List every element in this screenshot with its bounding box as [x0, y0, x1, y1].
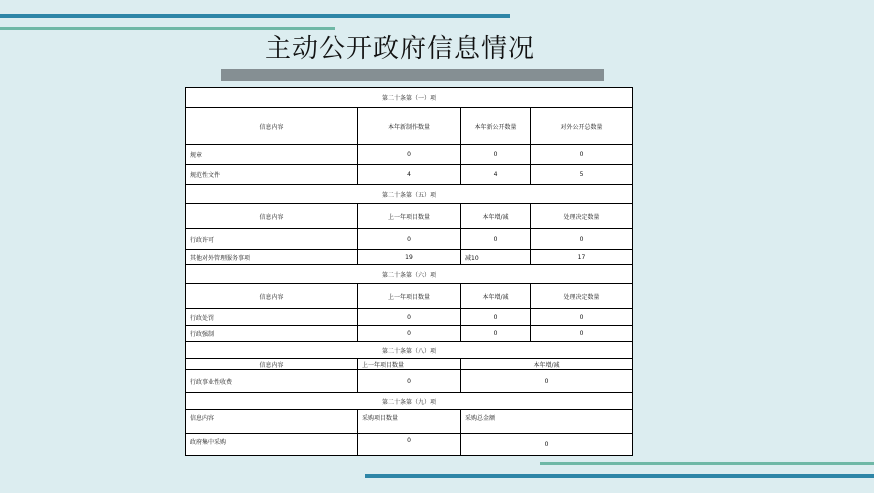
section-heading-row [186, 264, 632, 283]
section-heading: 第二十条第（八）项 [381, 347, 436, 355]
row-value: 17 [530, 250, 632, 264]
row-label: 行政处罚 [190, 314, 215, 322]
header-cell: 信息内容 [190, 415, 215, 422]
title-underline-bar [221, 69, 604, 81]
section-heading-row [186, 341, 632, 358]
header-cell: 信息内容 [259, 361, 284, 369]
row-value: 减10 [460, 250, 530, 264]
row-value: 0 [357, 229, 460, 249]
bottom-teal-bar [540, 462, 874, 465]
table-row [186, 433, 632, 455]
disclosure-table [185, 87, 633, 456]
table-row [186, 369, 632, 392]
row-label: 其他对外管理服务事项 [190, 254, 251, 262]
row-value: 0 [530, 145, 632, 164]
row-value: 0 [530, 229, 632, 249]
row-value: 5 [530, 165, 632, 184]
table-row [186, 228, 632, 249]
row-value: 4 [460, 165, 530, 184]
header-cell: 信息内容 [259, 293, 284, 301]
header-cell: 对外公开总数量 [530, 108, 632, 144]
row-value: 0 [357, 370, 460, 392]
row-value: 0 [357, 145, 460, 164]
row-label: 行政强制 [190, 331, 215, 338]
section-heading: 第二十条第（九）项 [381, 398, 436, 406]
header-cell: 信息内容 [259, 123, 284, 131]
row-value: 0 [530, 309, 632, 325]
header-row [186, 107, 632, 144]
header-cell: 采购总金额 [460, 410, 632, 433]
table-row [186, 164, 632, 184]
header-cell: 上一年项目数量 [357, 284, 460, 308]
bottom-blue-bar [365, 474, 874, 478]
section-heading-row [186, 184, 632, 203]
row-label: 行政许可 [190, 236, 215, 244]
row-value: 0 [460, 370, 632, 392]
row-label: 政府集中采购 [190, 439, 227, 446]
header-cell: 本年新公开数量 [460, 108, 530, 144]
row-value: 0 [357, 326, 460, 341]
header-cell: 上一年项目数量 [357, 359, 460, 369]
row-value: 4 [357, 165, 460, 184]
table-row [186, 249, 632, 264]
row-value: 0 [357, 309, 460, 325]
header-cell: 本年新制作数量 [357, 108, 460, 144]
row-value: 0 [460, 309, 530, 325]
header-cell: 信息内容 [259, 213, 284, 221]
section-heading-row [186, 392, 632, 409]
section-heading: 第二十条第（六）项 [381, 271, 436, 279]
header-row [186, 283, 632, 308]
section-heading-row [186, 88, 632, 107]
header-cell: 上一年项目数量 [357, 204, 460, 228]
row-value: 19 [357, 250, 460, 264]
row-value: 0 [460, 326, 530, 341]
table-row [186, 308, 632, 325]
table-row [186, 325, 632, 341]
header-cell: 处理决定数量 [530, 284, 632, 308]
row-label: 规范性文件 [190, 172, 221, 179]
row-label: 行政事业性收费 [190, 378, 233, 386]
row-label: 规章 [190, 152, 203, 159]
header-cell: 处理决定数量 [530, 204, 632, 228]
row-value: 0 [460, 434, 632, 455]
row-value: 0 [460, 229, 530, 249]
page-title: 主动公开政府信息情况 [264, 34, 535, 64]
top-blue-bar [0, 14, 510, 18]
section-heading: 第二十条第（一）项 [381, 95, 436, 102]
header-cell: 采购项目数量 [357, 410, 460, 433]
header-row [186, 203, 632, 228]
header-row [186, 358, 632, 369]
header-row [186, 409, 632, 433]
section-heading: 第二十条第（五）项 [381, 191, 436, 199]
row-value: 0 [460, 145, 530, 164]
row-value: 0 [357, 434, 460, 455]
header-cell: 本年增/减 [460, 204, 530, 228]
header-cell: 本年增/减 [460, 359, 632, 369]
table-row [186, 144, 632, 164]
row-value: 0 [530, 326, 632, 341]
header-cell: 本年增/减 [460, 284, 530, 308]
